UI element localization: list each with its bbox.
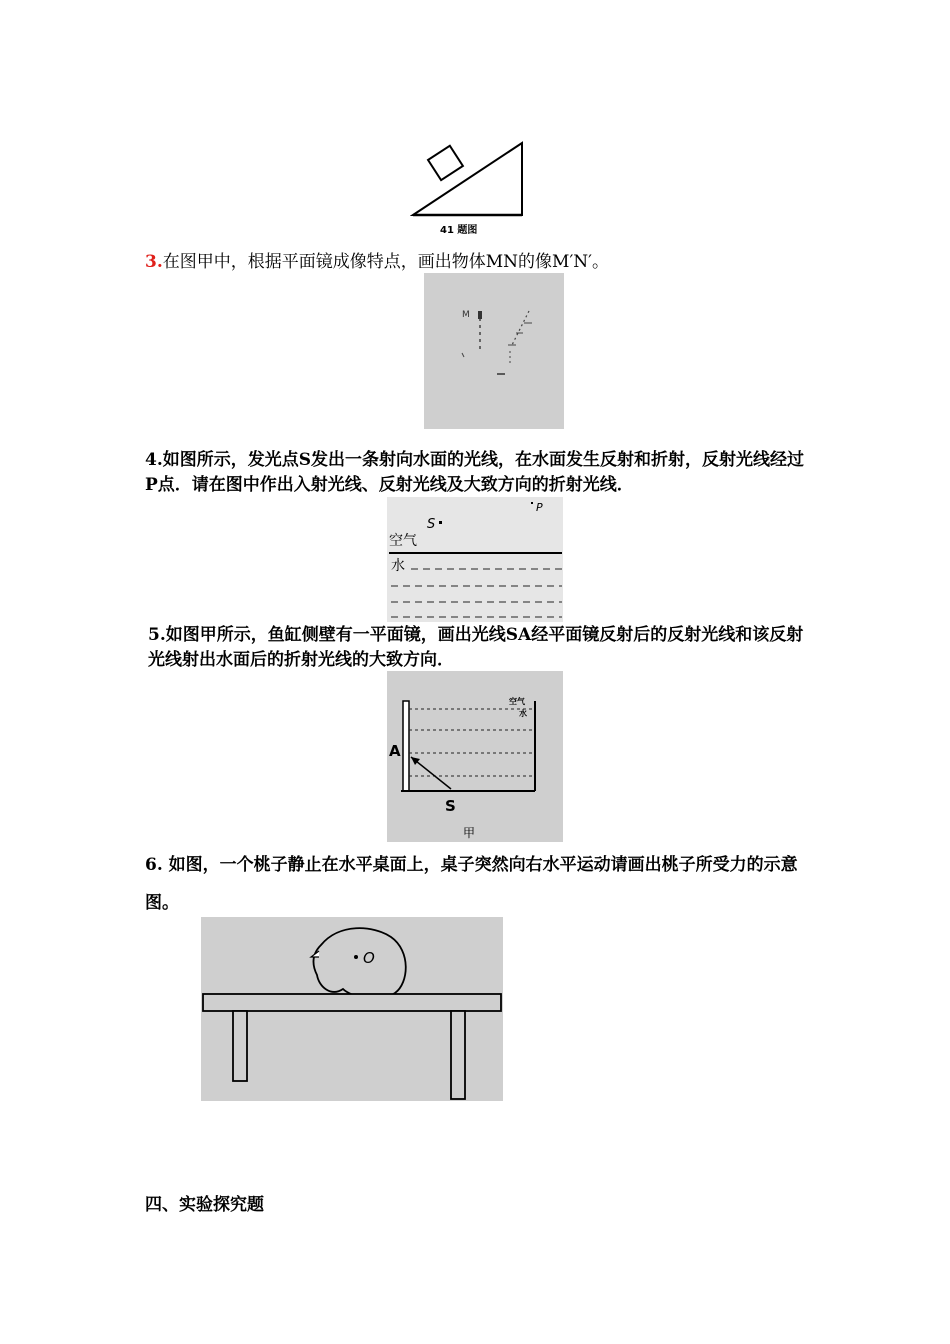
mirror-label-m: M: [462, 310, 470, 320]
tank-caption: 甲: [463, 826, 476, 840]
incline-figure: [410, 140, 530, 240]
tank-water-label: 水: [519, 709, 527, 718]
question-4: 4.如图所示，发光点S发出一条射向水面的光线，在水面发生反射和折射，反射光线经过P点．请在图中作出入射光线、反射光线及大致方向的折射光线．: [145, 450, 805, 495]
fish-tank-figure: [387, 671, 563, 842]
point-p-label: P: [536, 501, 543, 514]
point-o-label: O: [363, 949, 375, 967]
water-label: 水: [391, 558, 405, 574]
tank-air-label: 空气: [509, 697, 525, 706]
question-3: [145, 250, 815, 275]
section-4-title: 四、实验探究题: [145, 1195, 264, 1215]
point-s-label: S: [427, 517, 436, 532]
question-5: 5.如图甲所示，鱼缸侧壁有一平面镜，画出光线SA经平面镜反射后的反射光线和该反射光线射出水面后的折射光线的大致方向．: [148, 625, 804, 670]
point-a-label: A: [389, 742, 401, 760]
point-s-tank-label: S: [445, 797, 456, 815]
question-3-text: 在图甲中，根据平面镜成像特点，画出物体MN的像M′N′。: [162, 252, 610, 272]
question-3-number: 3.: [145, 252, 163, 272]
peach-table-figure: [201, 917, 503, 1101]
incline-caption: 41 题图: [440, 225, 478, 236]
water-surface-figure: [387, 497, 563, 622]
mirror-figure: [424, 273, 564, 429]
air-label: 空气: [389, 533, 417, 549]
question-6: 6. 如图，一个桃子静止在水平桌面上，桌子突然向右水平运动请画出桃子所受力的示意图。: [145, 855, 798, 913]
